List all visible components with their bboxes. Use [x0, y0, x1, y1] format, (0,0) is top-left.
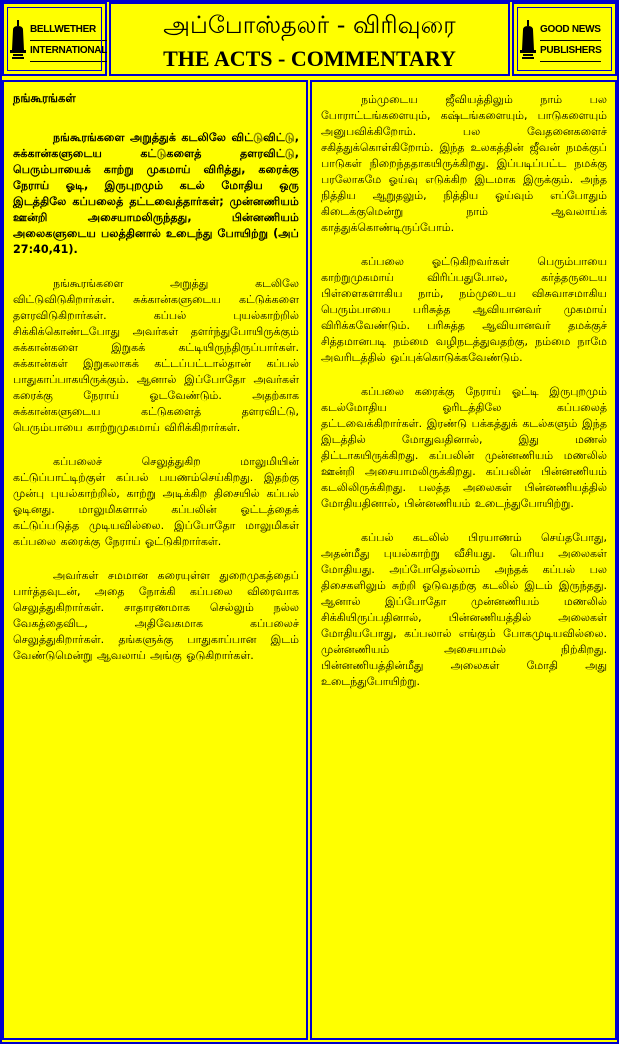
bellwether-logo-box	[2, 2, 107, 76]
logo-line-2: PUBLISHERS	[540, 41, 601, 62]
page-title-tamil: அப்போஸ்தலர் - விரிவுரை	[163, 11, 456, 39]
bellwether-logo	[4, 16, 108, 68]
logo-line-2: INTERNATIONAL	[30, 41, 107, 62]
title-box	[109, 2, 510, 76]
paragraph: நங்கூரங்களை அறுத்து கடலிலே விட்டுவிடுகிறார்கள். சுக்கான்களுடைய கட்டுக்களை தளரவிடுகிறார்கள். கப்பல் புயல்காற்றில் சிக்கிக்கொண்டபோது அவர்கள் தளர்ந்துபோயிருக்கும் சுக்கான்களை இறுகக் கட்டியிருந்திருப்பார்கள். சுக்கான்கள் இறுகலாகக் கட்டப்பட்டால்தான் கப்பல் பாதுகாப்பாகயிருக்கும். ஆனால் இப்போதோ அவர்கள் கரைக்கு நேராய் ஓடவேண்டும். அதற்காக சுக்கான்களுடைய கட்டுகளைத் தளரவிட்டு, பெரும்பாயை காற்றுமுகமாய் விரிக்கிறார்கள்.	[13, 277, 299, 434]
paragraph: கப்பலை ஓட்டுகிறவர்கள் பெரும்பாயை காற்றுமுகமாய் விரிப்பதுபோல, கர்த்தருடைய பிள்ளைகளாகிய நாம், நம்முடைய விசுவாசமாகிய பெரும்பாயை பரிசுத்த ஆவியானவர் முகமாய் விரிக்கவேண்டும். பரிசுத்த ஆவியானவர் தமக்குச் சித்தமானபடி நம்மை வழிநடத்துவதற்கு, நம்மை நாமே அவரிடத்தில் ஒப்புக்கொடுக்கவேண்டும்.	[321, 255, 607, 364]
good-news-logo	[514, 16, 615, 68]
paragraph: அவர்கள் சமமான கரையுள்ள துறைமுகத்தைப் பார்த்தவுடன், அதை நோக்கி கப்பலை விரைவாக செலுத்துகிறார்கள். சாதாரணமாக செல்லும் நல்ல வேகத்தைவிட, அதிவேகமாக கப்பலைச் செலுத்துகிறார்கள். தங்களுக்கு பாதுகாப்பான இடம் வேண்டுமென்று ஆவலாய் அங்கு ஓடுகிறார்கள்.	[13, 569, 299, 662]
left-column	[2, 80, 308, 1040]
scripture-quote: நங்கூரங்களை அறுத்துக் கடலிலே விட்டுவிட்டு, சுக்கான்களுடைய கட்டுகளைத் தளரவிட்டு, பெரும்பாயைக் காற்று முகமாய் விரித்து, கரைக்கு நேராய் ஓடி, இருபுறமும் கடல் மோதிய ஒரு இடத்திலே கப்பலைத் தட்டவைத்தார்கள்; முன்னணியம் ஊன்றி அசையாமலிருந்தது, பின்னணியம் அலைகளுடைய பலத்தினால் உடைந்து போயிற்று (அப் 27:40,41).	[13, 131, 299, 256]
paragraph: கப்பலைச் செலுத்துகிற மாலுமியின் கட்டுப்பாட்டிற்குள் கப்பல் பயணம்செய்கிறது. இதற்கு முன்பு புயல்காற்றில், காற்று அடிக்கிற திசையில் கப்பல் ஓடினது. மாலுமிகளால் கப்பலின் ஓட்டத்தைக் கட்டுப்படுத்த முடியவில்லை. இப்போதோ மாலுமிகள் கப்பலை கரைக்கு நேராய் ஓட்டுகிறார்கள்.	[13, 455, 299, 548]
page-header	[0, 0, 619, 80]
logo-line-1: BELLWETHER	[30, 20, 107, 41]
section-heading: நங்கூரங்கள்	[13, 91, 76, 105]
paragraph: நம்முடைய ஜீவியத்திலும் நாம் பல போராட்டங்களையும், கஷ்டங்களையும், பாடுகளையும் அனுபவிக்கிறோம். பல வேதனைகளைச் சகித்துக்கொள்கிறோம். இந்த உலகத்தின் ஜீவன் நமக்குப் பாடுகள் நிறைந்ததாகயிருக்கிறது. இப்படிப்பட்ட நமக்கு பரலோகமே ஓய்வு எடுக்கிற இடமாக இருக்கும். அந்த நித்திய ஆறுதலும், நித்திய ஓய்வும் எப்போதும் கிடைக்குமென்று நாம் ஆவலாய்க் காத்துக்கொண்டிருப்போம்.	[321, 93, 607, 234]
bell-icon	[520, 20, 536, 60]
paragraph: கப்பலை கரைக்கு நேராய் ஓட்டி இருபுறமும் கடல்மோதிய ஓரிடத்திலே கப்பலைத் தட்டவைக்கிறார்கள். இரண்டு பக்கத்துக் கடல்களும் இந்த இடத்தில் மோதுவதினால், இது மணல் திட்டாகயிருக்கிறது. கப்பலின் முன்னணியம் மணலில் ஊன்றி அசையாமலிருக்கிறது. கப்பலின் பின்னணியம் கடலிலிருக்கிறது. பலத்த அலைகள் பின்னணியத்தில் மோதியதினால், பின்னணியம் உடைந்துபோயிற்று.	[321, 385, 607, 510]
right-column	[310, 80, 617, 1040]
bell-icon	[10, 20, 26, 60]
good-news-logo-box	[512, 2, 617, 76]
page-title-english: THE ACTS - COMMENTARY	[163, 46, 456, 71]
logo-line-1: GOOD NEWS	[540, 20, 601, 41]
paragraph: கப்பல் கடலில் பிரயாணம் செய்தபோது, அதன்மீது புயல்காற்று வீசியது. பெரிய அலைகள் மோதியது. அப்போதெல்லாம் அந்தக் கப்பல் பல திசைகளிலும் சுற்றி ஓடுவதற்கு கடலில் இடம் இருந்தது. ஆனால் இப்போதோ முன்னணியம் மணலில் சிக்கியிருப்பதினால், பின்னணியத்தில் அலைகள் மோதியபோது, கப்பலால் எங்கும் போகமுடியவில்லை. முன்னணியம் அசையாமல் நிற்கிறது. பின்னணியத்தின்மீது அலைகள் மோதி அது உடைந்துபோயிற்று.	[321, 531, 607, 688]
